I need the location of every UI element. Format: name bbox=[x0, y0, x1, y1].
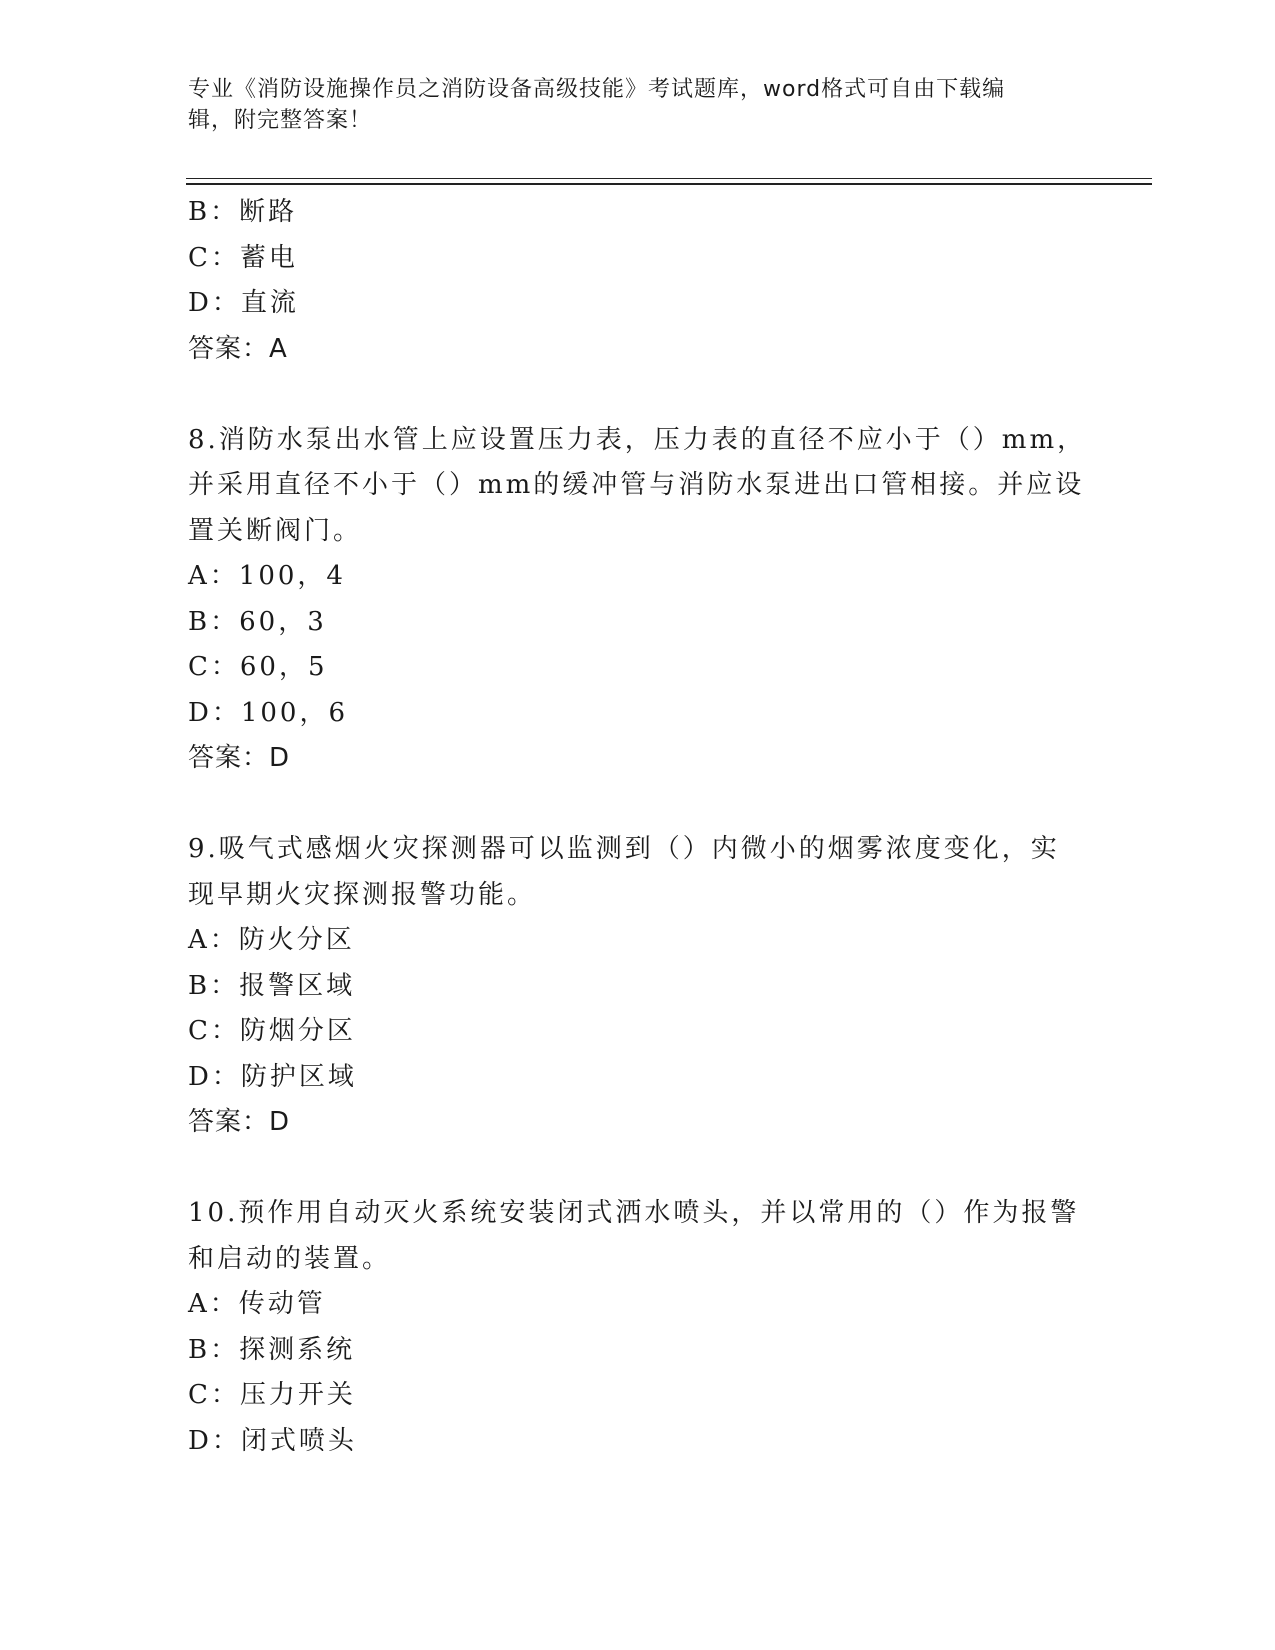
answer-line: 答案：D bbox=[188, 1107, 291, 1137]
option-a: A：传动管 bbox=[188, 1289, 326, 1319]
question-8 bbox=[188, 418, 1088, 782]
question-text-line: 置关断阀门。 bbox=[188, 515, 363, 546]
header-line-2: 辑，附完整答案！ bbox=[188, 108, 373, 133]
option-a: A：100，4 bbox=[188, 561, 346, 591]
option-c: C：防烟分区 bbox=[188, 1016, 356, 1046]
answer-line: 答案：A bbox=[188, 333, 288, 364]
header-divider-bottom bbox=[186, 183, 1152, 185]
question-text-line: 9.吸气式感烟火灾探测器可以监测到（）内微小的烟雾浓度变化，实 bbox=[188, 834, 1060, 864]
header-divider-top bbox=[186, 178, 1152, 179]
question-10 bbox=[188, 1191, 1088, 1464]
option-a: A：防火分区 bbox=[188, 925, 355, 955]
question-text-line: 8.消防水泵出水管上应设置压力表，压力表的直径不应小于（）mm， bbox=[188, 424, 1087, 455]
option-c: C：蓄电 bbox=[188, 242, 298, 273]
option-b: B：断路 bbox=[188, 197, 298, 227]
option-d: D：100，6 bbox=[188, 697, 349, 728]
option-b: B：60，3 bbox=[188, 606, 327, 637]
option-c: C：压力开关 bbox=[188, 1380, 356, 1410]
option-b: B：报警区域 bbox=[188, 970, 356, 1001]
question-9 bbox=[188, 827, 1088, 1146]
header-line-1: 专业《消防设施操作员之消防设备高级技能》考试题库，word格式可自由下载编 bbox=[188, 77, 1006, 102]
question-text-line: 和启动的装置。 bbox=[188, 1243, 392, 1274]
answer-line: 答案：D bbox=[188, 743, 291, 773]
option-d: D：直流 bbox=[188, 288, 299, 318]
option-c: C：60，5 bbox=[188, 652, 328, 682]
question-text-line: 现早期火灾探测报警功能。 bbox=[188, 879, 537, 910]
question-text-line: 10.预作用自动灭火系统安装闭式洒水喷头，并以常用的（）作为报警 bbox=[188, 1198, 1080, 1228]
document-header bbox=[188, 74, 1078, 136]
spacer bbox=[188, 1146, 1088, 1192]
option-b: B：探测系统 bbox=[188, 1334, 356, 1365]
option-d: D：防护区域 bbox=[188, 1061, 357, 1092]
option-d: D：闭式喷头 bbox=[188, 1425, 357, 1456]
spacer bbox=[188, 782, 1088, 828]
question-text-line: 并采用直径不小于（）mm的缓冲管与消防水泵进出口管相接。并应设 bbox=[188, 470, 1085, 500]
question-7-continued bbox=[188, 190, 1088, 372]
question-content bbox=[188, 190, 1088, 1464]
spacer bbox=[188, 372, 1088, 418]
